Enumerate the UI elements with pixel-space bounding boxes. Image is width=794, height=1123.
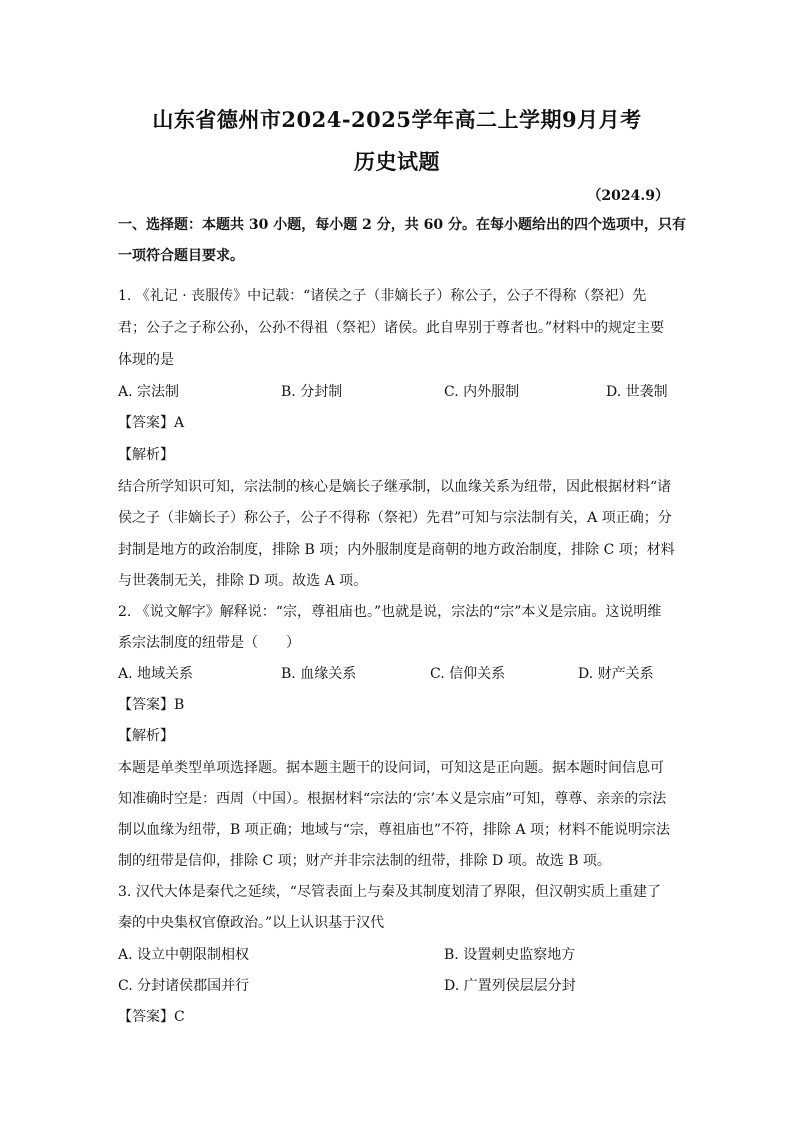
section-heading-line1: 一、选择题：本题共 30 小题，每小题 2 分，共 60 分。在每小题给出的四个选项中，只有 (118, 217, 686, 233)
q1-analysis-line3: 封制是地方的政治制度，排除 B 项；内外服制度是商朝的地方政治制度，排除 C 项；材料 (118, 542, 675, 558)
q2-analysis-line3: 制以血缘为纽带，B 项正确；地域与“宗，尊祖庙也”不符，排除 A 项；材料不能说明宗法 (118, 822, 671, 838)
q1-stem-line2: 君；公子之子称公孙，公孙不得祖（祭祀）诸侯。此自卑别于尊者也。”材料中的规定主要 (118, 320, 665, 336)
q2-analysis-line4: 制的纽带是信仰，排除 C 项；财产并非宗法制的纽带，排除 D 项。故选 B 项。 (118, 853, 611, 869)
q3-answer: 【答案】C (118, 1009, 185, 1025)
section-heading-line2: 一项符合题目要求。 (118, 248, 244, 264)
q2-analysis-line2: 知准确时空是：西周（中国）。根据材料“宗法的‘宗’本义是宗庙”可知，尊尊、亲亲的宗法 (118, 791, 667, 807)
q1-analysis-line4: 与世袭制无关，排除 D 项。故选 A 项。 (118, 573, 368, 589)
exam-subtitle: 历史试题 (354, 149, 440, 174)
q2-answer: 【答案】B (118, 697, 185, 713)
q2-stem-line2: 系宗法制度的纽带是（ ） (118, 635, 300, 651)
q1-stem-line1: 1. 《礼记 · 丧服传》中记载：“诸侯之子（非嫡长子）称公子，公子不得称（祭祀）先 (118, 288, 647, 304)
exam-date: （2024.9） (587, 188, 669, 204)
q3-option-c: C. 分封诸侯郡国并行 (118, 978, 250, 994)
q2-option-d: D. 财产关系 (578, 666, 654, 682)
q3-option-b: B. 设置刺史监察地方 (444, 947, 576, 963)
q3-stem-line1: 3. 汉代大体是秦代之延续，“尽管表面上与秦及其制度划清了界限，但汉朝实质上重建了 (118, 884, 661, 900)
q2-option-a: A. 地域关系 (118, 666, 194, 682)
q3-stem-line2: 秦的中央集权官僚政治。”以上认识基于汉代 (118, 915, 385, 931)
q1-analysis-line2: 侯之子（非嫡长子）称公子，公子不得称（祭祀）先君”可知与宗法制有关，A 项正确；分 (118, 510, 672, 526)
q3-option-d: D. 广置列侯层层分封 (444, 978, 576, 994)
q2-option-b: B. 血缘关系 (281, 666, 357, 682)
q1-option-c: C. 内外服制 (444, 384, 520, 400)
exam-title: 山东省德州市2024-2025学年高二上学期9月月考 (152, 107, 642, 132)
q2-option-c: C. 信仰关系 (430, 666, 506, 682)
q1-option-a: A. 宗法制 (118, 384, 180, 400)
q1-answer: 【答案】A (118, 415, 185, 431)
q1-option-b: B. 分封制 (281, 384, 343, 400)
q2-stem-line1: 2. 《说文解字》解释说：“宗，尊祖庙也。”也就是说，宗法的“宗”本义是宗庙。这说明维 (118, 604, 662, 620)
q1-option-d: D. 世袭制 (606, 384, 668, 400)
q2-analysis-label: 【解析】 (118, 728, 174, 744)
q2-analysis-line1: 本题是单类型单项选择题。据本题主题干的设问词，可知这是正向题。据本题时间信息可 (118, 760, 664, 776)
q1-analysis-label: 【解析】 (118, 447, 174, 463)
q3-option-a: A. 设立中朝限制相权 (118, 947, 250, 963)
q1-stem-line3: 体现的是 (118, 352, 174, 368)
q1-analysis-line1: 结合所学知识可知，宗法制的核心是嫡长子继承制，以血缘关系为纽带，因此根据材料“诸 (118, 479, 672, 495)
